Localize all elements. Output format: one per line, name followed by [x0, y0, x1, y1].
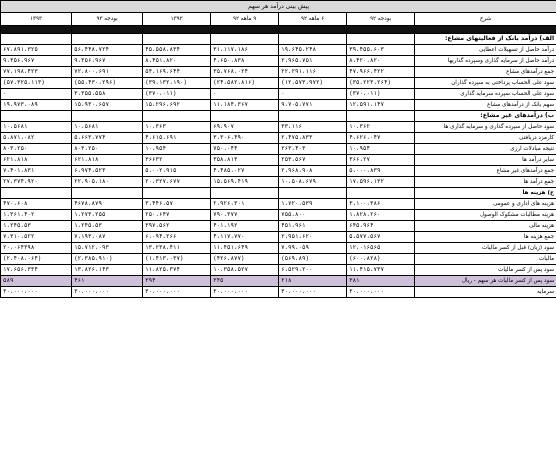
empty-cell [72, 188, 143, 199]
value-cell: ۱۰،۹۵۴ [143, 144, 211, 155]
table-row [1, 210, 556, 221]
value-cell: ۱۱،۱۸۴،۳۶۷ [211, 100, 279, 111]
header-divider [1, 26, 556, 34]
value-cell: (۵۷،۳۲۵،۱۱۳) [1, 78, 72, 89]
value-cell: ۷۲،۸۰۰،۶۹۱ [72, 67, 143, 78]
value-cell: ۱۹،۶۴۵،۲۴۸ [279, 45, 347, 56]
table-row [1, 89, 556, 100]
value-cell: (۳۷۰،۰۱۱) [347, 89, 415, 100]
value-cell: ۲،۹۶۵،۷۵۱ [279, 56, 347, 67]
value-cell: ۹،۳۵۶،۹۶۷ [1, 56, 72, 67]
value-cell: ۱۱،۴۱۵،۷۳۷ [347, 265, 415, 276]
empty-cell [211, 188, 279, 199]
row-label: سود (زیان) قبل از کسر مالیات [415, 243, 556, 254]
empty-cell [279, 111, 347, 122]
value-cell: ۱۳،۸۲۶،۱۴۳ [72, 265, 143, 276]
row-label: سود حاصل از سپرده گذاری و سرمایه گذاری ها [415, 122, 556, 133]
value-cell: ۳،۳۵۵،۵۵۸ [72, 89, 143, 100]
row-label: نتیجه مبادلات ارزی [415, 144, 556, 155]
value-cell: ۸،۴۵۱،۸۲۰ [143, 56, 211, 67]
value-cell: ۰ [211, 89, 279, 100]
row-label: درآمد حاصل از سرمایه گذاری وسپرده گذاریها [415, 56, 556, 67]
value-cell: (۵۶۹،۸۹) [279, 254, 347, 265]
value-cell: ۵۶،۴۴۸،۷۲۴ [72, 45, 143, 56]
value-cell: ۳۵۸،۸۱۳ [211, 155, 279, 166]
value-cell: ۵،۵۷۷،۵۶۷ [347, 232, 415, 243]
value-cell: ۵،۸۷۱،۰۸۲ [1, 133, 72, 144]
value-cell: (۲۴،۵۸۲،۸۱۶) [211, 78, 279, 89]
value-cell: ۲۵۳،۵۶۷ [279, 155, 347, 166]
value-cell: ۱۰،۳۵۸،۵۲۷ [211, 265, 279, 276]
empty-cell [1, 188, 72, 199]
row-label: مالیات [415, 254, 556, 265]
row-label: هزینه های اداری و عمومی [415, 199, 556, 210]
value-cell: ۳۰،۰۰۰،۰۰۰ [1, 287, 72, 298]
value-cell: (۳۹،۱۳۲،۱۹۰) [143, 78, 211, 89]
row-label: الف) درآمد بانک از فعالیتهای مشاع: [415, 34, 556, 45]
table-row [1, 265, 556, 276]
value-cell: (۴۲۶،۸۷۷) [211, 254, 279, 265]
value-cell: ۵،۰۰۰،۸۳۹ [347, 166, 415, 177]
value-cell: (۲،۴۰۸،۰۶۴) [1, 254, 72, 265]
table-row [1, 199, 556, 210]
value-cell: ۳،۴۴۶،۵۷ [143, 199, 211, 210]
value-cell: ۵،۶۶۳،۷۷۴ [72, 133, 143, 144]
value-cell: ۳۰،۰۰۰،۰۰۰ [347, 287, 415, 298]
row-label: ب) درآمدهای غیر مشاع: [415, 111, 556, 122]
section-heading-row [1, 111, 556, 122]
table-row [1, 243, 556, 254]
value-cell: ۴۶۷۸،۸۷۹ [72, 199, 143, 210]
value-cell: ۳۱،۱۱۷،۱۸۶ [211, 45, 279, 56]
empty-cell [72, 34, 143, 45]
value-cell: ۵۸۹ [1, 276, 72, 287]
row-label: سود پس از کسر مالیات هر سهم - ریال [415, 276, 556, 287]
value-cell: ۳۰،۰۰۰،۰۰۰ [143, 287, 211, 298]
value-cell: ۸،۴۲۰،۸۲۰ [347, 56, 415, 67]
subsection-heading-row [1, 188, 556, 199]
value-cell: ۰ [1, 89, 72, 100]
value-cell: (۱،۴۱۳،۰۳۷) [143, 254, 211, 265]
header-cell: ۶ ماهه ۹۲ [279, 13, 347, 26]
row-label: هزینه مطالبات مشکوک الوصول [415, 210, 556, 221]
value-cell: ۳۰،۰۰۰،۰۰۰ [211, 287, 279, 298]
row-label: جمع هزینه ها [415, 232, 556, 243]
value-cell: ۶،۰۹۴،۲۶۶ [143, 232, 211, 243]
value-cell: ۳۵،۷۶۸،۰۲۴ [211, 67, 279, 78]
table-row [1, 177, 556, 188]
value-cell: ۲۲،۲۹۱،۱۱۶ [279, 67, 347, 78]
value-cell: ۶۲۱،۸۱۸ [1, 155, 72, 166]
header-row [1, 13, 556, 26]
empty-cell [279, 34, 347, 45]
value-cell: ۱۲،۵۹۱،۱۴۷ [347, 100, 415, 111]
value-cell: ۲۶۳،۴۰۳ [279, 144, 347, 155]
value-cell: ۸۰۳،۲۵۰ [72, 144, 143, 155]
value-cell: ۴،۱۱۷،۷۷۰ [211, 232, 279, 243]
value-cell: ۱۵،۷۱۲،۰۹۳ [72, 243, 143, 254]
value-cell: ۱۳،۲۳۸،۴۱۱ [143, 243, 211, 254]
table-row [1, 144, 556, 155]
value-cell: ۴۵۱،۹۶۱ [279, 221, 347, 232]
value-cell: (۲،۳۸۵،۹۱۰) [72, 254, 143, 265]
table-row [1, 155, 556, 166]
value-cell: ۴۰۱،۱۹۲ [211, 221, 279, 232]
value-cell: (۳۷۰،۰۱۱) [143, 89, 211, 100]
value-cell: ۰ [279, 89, 347, 100]
value-cell: ۱۵،۲۹۶،۶۹۲ [143, 100, 211, 111]
value-cell: ۹،۳۵۶،۹۶۷ [72, 56, 143, 67]
row-label: جمع درآمد ها [415, 177, 556, 188]
section-heading-row [1, 34, 556, 45]
value-cell: ۱۷،۵۹۶،۱۳۲ [347, 177, 415, 188]
row-label: کارمزد دریافتی [415, 133, 556, 144]
table-row [1, 122, 556, 133]
row-label: سود علی الحساب پرداختی به سپرده گذاران [415, 78, 556, 89]
row-label: سود علی الحساب سپرده سرمایه گذاری [415, 89, 556, 100]
value-cell: ۳،۱۰۰،۳۸۶ [347, 199, 415, 210]
value-cell: ۳۸۱ [347, 276, 415, 287]
value-cell: ۱۰،۵۰۸،۶۷۹ [279, 177, 347, 188]
row-label: سود پس از کسر مالیات [415, 265, 556, 276]
row-label: جمع درآمدهای مشاع [415, 67, 556, 78]
table-row [1, 45, 556, 56]
value-cell: ۲،۹۶۸،۹۰۸ [279, 166, 347, 177]
row-label: سهم بانک از درآمدهای مشاع [415, 100, 556, 111]
header-cell: ۱۳۹۲ [143, 13, 211, 26]
value-cell: (۳۵،۲۲۳،۲۶۴) [347, 78, 415, 89]
value-cell: ۳۰،۰۰۰،۰۰۰ [72, 287, 143, 298]
empty-cell [279, 188, 347, 199]
value-cell: ۲،۹۲۶،۳۰۱ [211, 199, 279, 210]
value-cell: ۳۳،۱۱۶ [279, 122, 347, 133]
table-row [1, 287, 556, 298]
row-label: سرمایه [415, 287, 556, 298]
empty-cell [143, 188, 211, 199]
table-row [1, 78, 556, 89]
row-label: ج) هزینه ها [415, 188, 556, 199]
value-cell: ۴۶۱ [72, 276, 143, 287]
value-cell: ۲۵۰،۶۴۷ [143, 210, 211, 221]
value-cell: ۱،۷۲۰،۵۳۹ [279, 199, 347, 210]
value-cell: ۱۵،۵۶۹،۴۱۹ [211, 177, 279, 188]
empty-cell [1, 111, 72, 122]
value-cell: ۷،۴۰۱،۸۳۱ [1, 166, 72, 177]
value-cell: ۱۲،۰۱۶۵۶۵ [347, 243, 415, 254]
value-cell: ۷۹۰،۳۷۷ [211, 210, 279, 221]
value-cell: ۳،۳۰۶،۴۹۰ [211, 133, 279, 144]
empty-cell [211, 34, 279, 45]
value-cell: ۱۵،۹۳۰،۶۵۷ [72, 100, 143, 111]
value-cell: ۷،۹۹،۰۵۹ [279, 243, 347, 254]
header-cell: ۹ ماهه ۹۲ [211, 13, 279, 26]
value-cell: ۷،۱۹۳،۰۸۷ [72, 232, 143, 243]
value-cell: ۱۰،۵۶۸۱ [72, 122, 143, 133]
value-cell: ۶،۹۷۴،۵۲۳ [72, 166, 143, 177]
value-cell: (۱۲،۵۷۳،۹۷۲) [279, 78, 347, 89]
value-cell: ۳۶۶۳۲ [143, 155, 211, 166]
value-cell: (۵۵،۴۳۰،۲۹۶) [72, 78, 143, 89]
table-row [1, 67, 556, 78]
value-cell: ۲۰،۰۶۴۳۹۸ [1, 243, 72, 254]
value-cell: ۲،۴۷۵،۸۳۳ [279, 133, 347, 144]
value-cell: ۸۰۳،۲۵۰ [1, 144, 72, 155]
empty-cell [1, 34, 72, 45]
value-cell: ۴،۴۸۵،۰۲۷ [211, 166, 279, 177]
value-cell: ۴،۶۵۰،۸۳۸ [211, 56, 279, 67]
header-cell: ۱۳۹۳ [1, 13, 72, 26]
header-cell: بودجه ۹۲ [347, 13, 415, 26]
value-cell: ۱،۸۲۸،۲۶۰ [347, 210, 415, 221]
value-cell: ۶۴۵،۹۶۴ [347, 221, 415, 232]
value-cell: ۶،۵۲۹،۲۰۰ [279, 265, 347, 276]
value-cell: ۶۹،۹۰۷ [211, 122, 279, 133]
empty-cell [143, 111, 211, 122]
value-cell: ۱۱،۴۵۱،۶۴۹ [211, 243, 279, 254]
row-label: جمع درآمدهای غیر مشاع [415, 166, 556, 177]
value-cell: ۳۹۴ [143, 276, 211, 287]
value-cell: ۱،۳۶۱،۴۰۲ [1, 210, 72, 221]
table-row [1, 254, 556, 265]
value-cell: ۲۷،۳۷۴،۹۲۰ [1, 177, 72, 188]
value-cell: ۷۵۰،۰۴۴ [211, 144, 279, 155]
value-cell: ۴۷،۹۶۶،۴۲۲ [347, 67, 415, 78]
value-cell: ۱،۲۴۵،۵۳ [1, 221, 72, 232]
value-cell: ۲۲،۹۰۵،۱۸۰ [72, 177, 143, 188]
value-cell: ۳۹،۴۵۵،۶۰۳ [347, 45, 415, 56]
table-row [1, 166, 556, 177]
value-cell: ۳۰،۰۰۰،۰۰۰ [279, 287, 347, 298]
empty-cell [211, 111, 279, 122]
row-label: هزینه مالی [415, 221, 556, 232]
table-title: پیش بینی درآمد هر سهم [1, 1, 556, 13]
value-cell: ۱۱،۸۲۵،۳۷۴ [143, 265, 211, 276]
value-cell: ۴۷۰،۶۰۸ [1, 199, 72, 210]
value-cell: ۱۰،۵۶۸۱ [1, 122, 72, 133]
row-label: درآمد حاصل از تسهیلات اعطایی [415, 45, 556, 56]
empty-cell [347, 188, 415, 199]
value-cell: ۶۲۱،۸۱۸ [72, 155, 143, 166]
value-cell: (۶۰۰،۸۲۸) [347, 254, 415, 265]
row-label: سایر درآمد ها [415, 155, 556, 166]
value-cell: ۴۵،۵۵۸،۸۳۴ [143, 45, 211, 56]
value-cell: ۹،۷۰۵،۷۷۱ [279, 100, 347, 111]
value-cell: ۵۴،۱۶۹،۶۴۴ [143, 67, 211, 78]
header-cell: بودجه ۹۳ [72, 13, 143, 26]
empty-cell [347, 111, 415, 122]
table-row [1, 232, 556, 243]
value-cell: ۷،۳۱۰،۵۲۲ [1, 232, 72, 243]
value-cell: ۱۹،۹۷۳،۰۸۹ [1, 100, 72, 111]
value-cell: ۱۰،۳۶۲ [347, 122, 415, 133]
value-cell: ۷۵۵،۸۰۰ [279, 210, 347, 221]
value-cell: ۶۷،۸۹۱،۳۲۵ [1, 45, 72, 56]
value-cell: ۱۷،۶۵۶،۳۳۴ [1, 265, 72, 276]
value-cell: ۲۱۸ [279, 276, 347, 287]
value-cell: ۲۰،۳۲۷،۶۷۷ [143, 177, 211, 188]
header-cell: شرح [415, 13, 556, 26]
value-cell: ۳۴۵ [211, 276, 279, 287]
value-cell: ۳۶۶،۲۷ [347, 155, 415, 166]
value-cell: ۲،۹۵۱،۶۲۰ [279, 232, 347, 243]
table-row [1, 100, 556, 111]
value-cell: ۳۹۷،۵۶۲ [143, 221, 211, 232]
value-cell: ۴،۶۱۵،۶۹۱ [143, 133, 211, 144]
value-cell: ۴،۶۲۶،۰۴۷ [347, 133, 415, 144]
empty-cell [347, 34, 415, 45]
eps-row [1, 276, 556, 287]
value-cell: ۵،۰۰۲،۹۱۵ [143, 166, 211, 177]
value-cell: ۷۷،۱۹۸،۴۲۳ [1, 67, 72, 78]
empty-cell [143, 34, 211, 45]
table-row [1, 56, 556, 67]
table-row [1, 133, 556, 144]
empty-cell [72, 111, 143, 122]
value-cell: ۱،۲۴۵،۵۳ [72, 221, 143, 232]
value-cell: ۱۰،۹۵۴ [347, 144, 415, 155]
value-cell: ۱،۲۷۳،۲۵۵ [72, 210, 143, 221]
value-cell: ۱۰،۳۶۳ [143, 122, 211, 133]
table-row [1, 221, 556, 232]
